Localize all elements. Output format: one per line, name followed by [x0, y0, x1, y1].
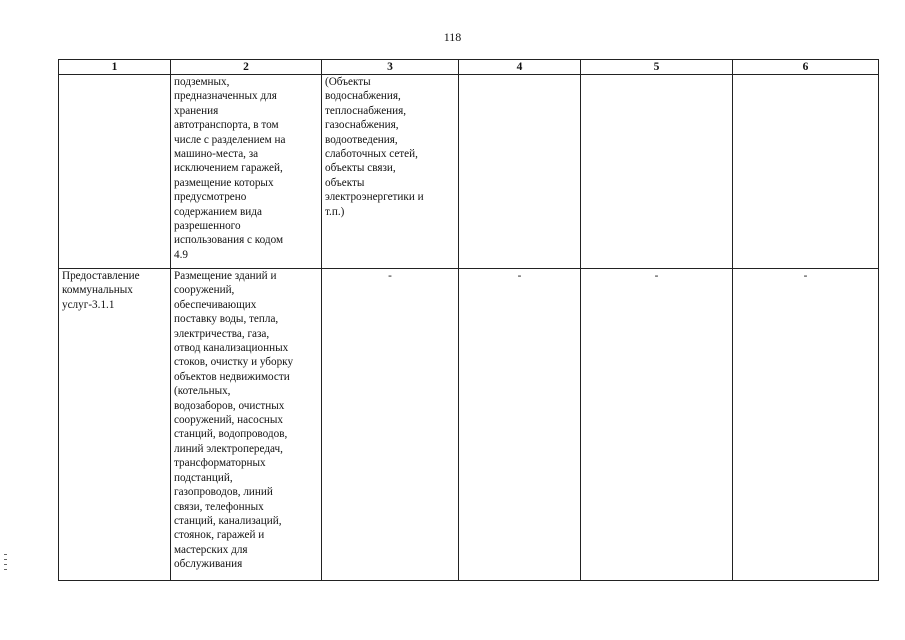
column-header-6: 6 [733, 60, 879, 75]
regulations-table [58, 59, 879, 581]
table-cell: Предоставление коммунальных услуг-3.1.1 [59, 269, 171, 581]
scan-mark [4, 554, 7, 555]
table-cell [459, 75, 581, 269]
table-cell: - [581, 269, 733, 581]
table-cell: подземных, предназначенных для хранения автотранспорта, в том числе с разделением на машино-места, за исключением гаражей, размещение которых предусмотрено содержанием вида разрешенного использования с кодом 4.9 [171, 75, 322, 269]
table-cell: - [459, 269, 581, 581]
table-cell: (Объекты водоснабжения, теплоснабжения, газоснабжения, водоотведения, слаботочных сетей, объекты связи, объекты электроэнергетики и т.п.) [322, 75, 459, 269]
column-header-3: 3 [322, 60, 459, 75]
table-cell [581, 75, 733, 269]
table-cell [59, 75, 171, 269]
column-header-2: 2 [171, 60, 322, 75]
table-cell: Размещение зданий и сооружений, обеспечивающих поставку воды, тепла, электричества, газа, отвод канализационных стоков, очистку и уборку объектов недвижимости (котельных, водозаборов, очистных сооружений, насосных станций, водопроводов, линий электропередач, трансформаторных подстанций, газопроводов, линий связи, телефонных станций, канализаций, стоянок, гаражей и мастерских для обслуживания [171, 269, 322, 581]
table-cell: - [322, 269, 459, 581]
page-number: 118 [443, 30, 462, 44]
scan-mark [4, 564, 7, 565]
table-row [59, 75, 879, 269]
column-header-4: 4 [459, 60, 581, 75]
table-row [59, 269, 879, 581]
scan-margin-marks [4, 554, 8, 574]
column-header-5: 5 [581, 60, 733, 75]
scan-mark [4, 559, 7, 560]
table-cell [733, 75, 879, 269]
table-header-row [59, 60, 879, 75]
table-cell: - [733, 269, 879, 581]
column-header-1: 1 [59, 60, 171, 75]
scan-mark [4, 569, 7, 570]
